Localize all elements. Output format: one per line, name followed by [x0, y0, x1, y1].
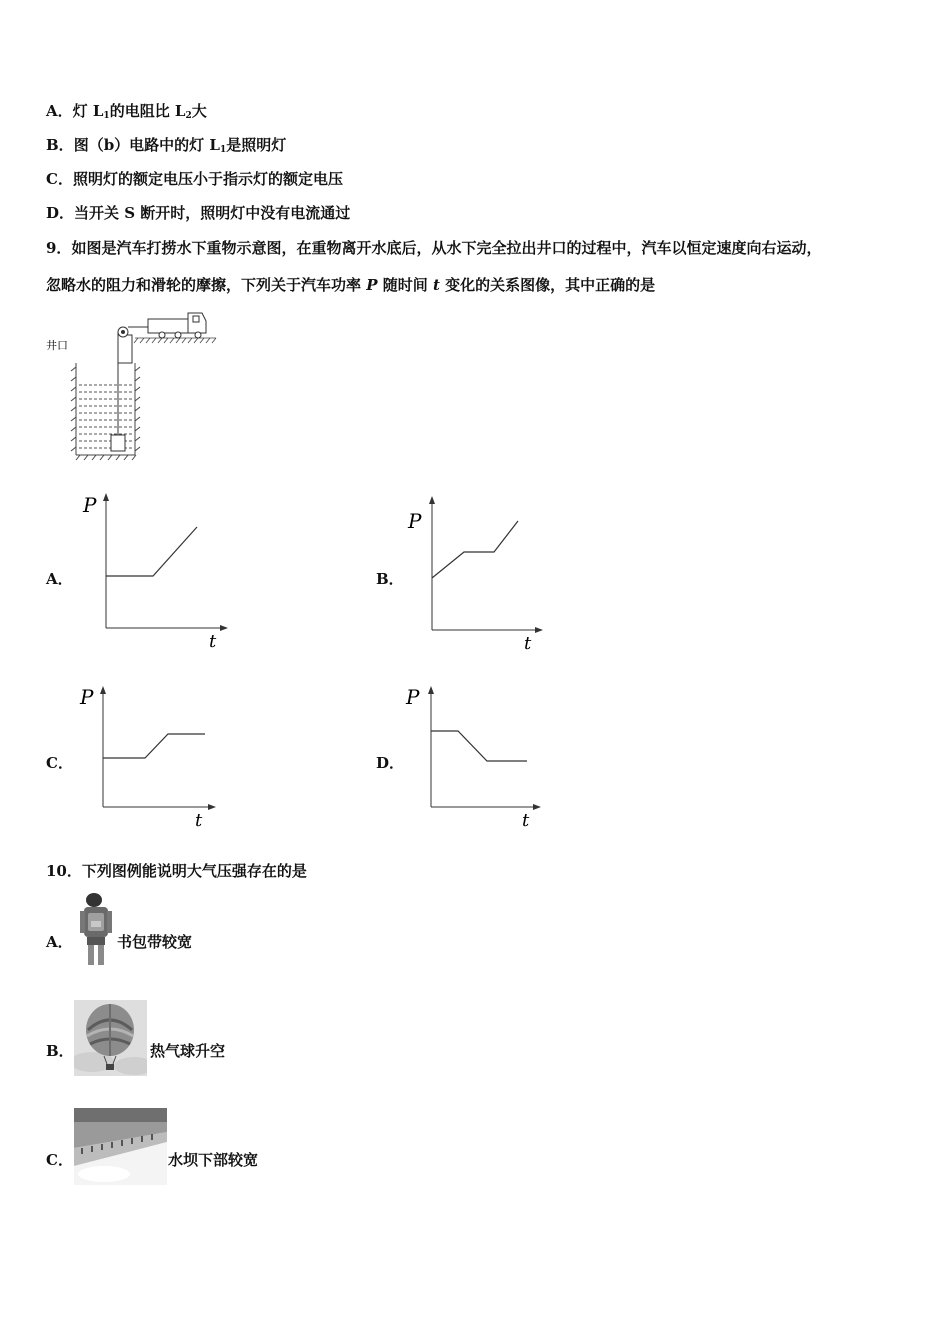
- well-walls: [71, 363, 140, 460]
- q9-option-c-label: C．: [46, 754, 73, 772]
- graph-b: [400, 490, 570, 655]
- x-axis-label: t: [524, 633, 532, 654]
- x-axis-label: t: [195, 810, 203, 830]
- graph-c: [75, 680, 245, 830]
- x-axis-arrow: [533, 804, 541, 810]
- q10-stem: 10．下列图例能说明大气压强存在的是: [46, 862, 307, 880]
- q9-option-b-label: B．: [376, 570, 404, 588]
- y-axis-arrow: [100, 686, 106, 694]
- truck: [148, 313, 206, 338]
- x-axis-label: t: [522, 810, 530, 830]
- q10-option-a-label: A．: [46, 933, 73, 951]
- q8-option-b: B．图（b）电路中的灯 $L_1$是照明灯: [46, 136, 287, 155]
- y-axis-label: P: [83, 493, 97, 517]
- power-curve: [431, 731, 527, 761]
- q9-option-a-label: A．: [46, 570, 73, 588]
- power-curve: [432, 521, 518, 578]
- q8-option-c: C．照明灯的额定电压小于指示灯的额定电压: [46, 170, 343, 188]
- q9-option-d-label: D．: [376, 754, 405, 772]
- pulley: [118, 327, 155, 435]
- q10-option-b-label: B．: [46, 1042, 74, 1060]
- ground-hatch: [134, 338, 216, 343]
- q10-option-a-text: 书包带较宽: [117, 933, 193, 951]
- y-axis-arrow: [103, 493, 109, 501]
- dam-photo: [74, 1108, 167, 1185]
- y-axis-label: P: [406, 685, 420, 709]
- y-axis-arrow: [429, 496, 435, 504]
- x-axis-arrow: [220, 625, 228, 631]
- graph-a: [75, 490, 245, 650]
- hot-air-balloon-photo: [74, 1000, 147, 1076]
- q9-stem-line2: 忽略水的阻力和滑轮的摩擦，下列关于汽车功率 P 随时间 t 变化的关系图像，其中正确的是: [46, 276, 656, 294]
- x-axis-label: t: [209, 631, 217, 650]
- weight-block: [111, 435, 125, 451]
- well-label: 井口: [46, 339, 68, 352]
- y-axis-label: P: [408, 509, 422, 533]
- q9-stem-line1: 9．如图是汽车打捞水下重物示意图，在重物离开水底后，从水下完全拉出井口的过程中，汽车以恒定速度向右运动，: [46, 239, 822, 257]
- graph-d: [400, 680, 570, 830]
- well-truck-diagram: [40, 305, 230, 465]
- x-axis-arrow: [535, 627, 543, 633]
- power-curve: [103, 734, 205, 758]
- x-axis-arrow: [208, 804, 216, 810]
- backpack-boy-photo: [74, 891, 116, 967]
- q8-option-a: A．灯 $L_1$的电阻比 $L_2$大: [46, 102, 207, 121]
- q10-option-c-text: 水坝下部较宽: [168, 1151, 259, 1169]
- power-curve: [106, 527, 197, 576]
- y-axis-arrow: [428, 686, 434, 694]
- q10-option-c-label: C．: [46, 1151, 73, 1169]
- q10-option-b-text: 热气球升空: [150, 1042, 226, 1060]
- y-axis-label: P: [80, 685, 94, 709]
- q8-option-d: D．当开关 S 断开时，照明灯中没有电流通过: [46, 204, 351, 222]
